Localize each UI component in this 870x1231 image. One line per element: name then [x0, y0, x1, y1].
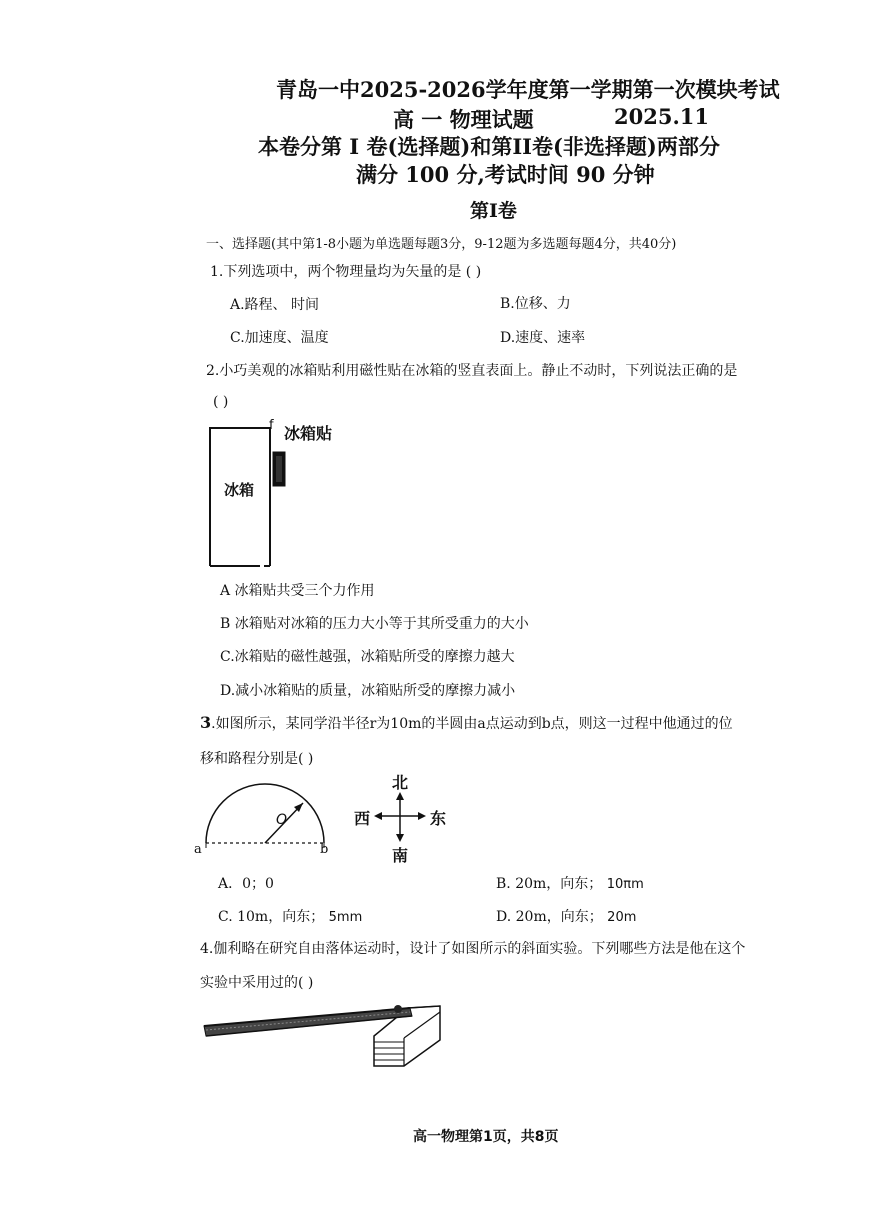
- q2-option-a: A 冰箱贴共受三个力作用: [220, 583, 375, 599]
- q1-option-a: A.路程、 时间: [230, 297, 320, 313]
- exam-title: 青岛一中2025-2026学年度第一学期第一次模块考试: [276, 77, 780, 102]
- q3-option-c-text: C. 10m，向东；: [218, 909, 325, 925]
- instructions: 一、选择题(其中第1-8小题为单选题每题3分，9-12题为多选题每题4分，共40分): [206, 237, 677, 252]
- q3-number: 3: [200, 713, 212, 732]
- semicircle-arc: [206, 784, 324, 843]
- compass-west: 西: [354, 809, 371, 828]
- q3-option-b-text: B. 20m，向东；: [496, 876, 603, 892]
- compass-east: 东: [430, 809, 447, 828]
- q1-option-b: B.位移、力: [500, 296, 571, 312]
- q1-option-c: C.加速度、温度: [230, 330, 329, 346]
- fridge-mark-f: f: [269, 418, 274, 433]
- q1-stem: 1.下列选项中，两个物理量均为矢量的是 ( ): [210, 264, 482, 280]
- inclined-plane-diagram: [198, 998, 448, 1070]
- q3-option-d: [496, 906, 636, 926]
- fridge-magnet-figure: [200, 420, 340, 570]
- q2-paren: ( ): [213, 394, 229, 410]
- q3-stem-line1: [200, 713, 733, 733]
- exam-structure: 本卷分第 I 卷(选择题)和第II卷(非选择题)两部分: [258, 134, 720, 159]
- q2-option-d: D.减小冰箱贴的质量，冰箱贴所受的摩擦力减小: [220, 683, 516, 699]
- q1-option-d: D.速度、速率: [500, 330, 586, 346]
- rolling-ball: [394, 1005, 402, 1013]
- q3-stem-text: .如图所示，某同学沿半径r为10m的半圆由a点运动到b点，则这一过程中他通过的位: [211, 716, 733, 732]
- q2-option-b: B 冰箱贴对冰箱的压力大小等于其所受重力的大小: [220, 616, 529, 632]
- q3-option-d-text: D. 20m，向东；: [496, 909, 603, 925]
- semicircle-diagram: [190, 770, 340, 860]
- q3-option-c: [218, 906, 362, 926]
- q2-stem: 2.小巧美观的冰箱贴利用磁性贴在冰箱的竖直表面上。静止不动时，下列说法正确的是: [206, 363, 738, 379]
- magnet-label: 冰箱贴: [284, 424, 333, 443]
- q3-stem-line2: 移和路程分别是( ): [200, 751, 314, 767]
- center-label: O: [276, 812, 288, 828]
- q3-option-b-value: 10πm: [606, 877, 644, 892]
- exam-date: 2025.11: [614, 104, 709, 129]
- page-footer: 高一物理第1页，共8页: [413, 1129, 559, 1145]
- section-title: 第I卷: [470, 200, 517, 222]
- fridge-label: 冰箱: [224, 481, 255, 499]
- compass-figure: [352, 772, 448, 864]
- q3-option-c-value: 5mm: [328, 910, 363, 925]
- compass-south: 南: [392, 846, 409, 865]
- q3-option-d-value: 20m: [607, 910, 637, 925]
- q4-stem-line1: 4.伽利略在研究自由落体运动时，设计了如图所示的斜面实验。下列哪些方法是他在这个: [200, 941, 746, 957]
- q3-option-a: A．0；0: [218, 876, 274, 892]
- point-b-label: b: [320, 842, 329, 857]
- semicircle-figure: [190, 770, 340, 860]
- exam-score-time: 满分 100 分,考试时间 90 分钟: [356, 162, 655, 187]
- q2-option-c: C.冰箱贴的磁性越强，冰箱贴所受的摩擦力越大: [220, 649, 515, 665]
- exam-subject: 高 一 物理试题: [393, 107, 534, 132]
- q4-stem-line2: 实验中采用过的( ): [200, 975, 314, 991]
- point-a-label: a: [194, 842, 202, 857]
- q3-option-b: [496, 873, 644, 893]
- compass-north: 北: [392, 773, 409, 792]
- inclined-plane-figure: [198, 998, 448, 1070]
